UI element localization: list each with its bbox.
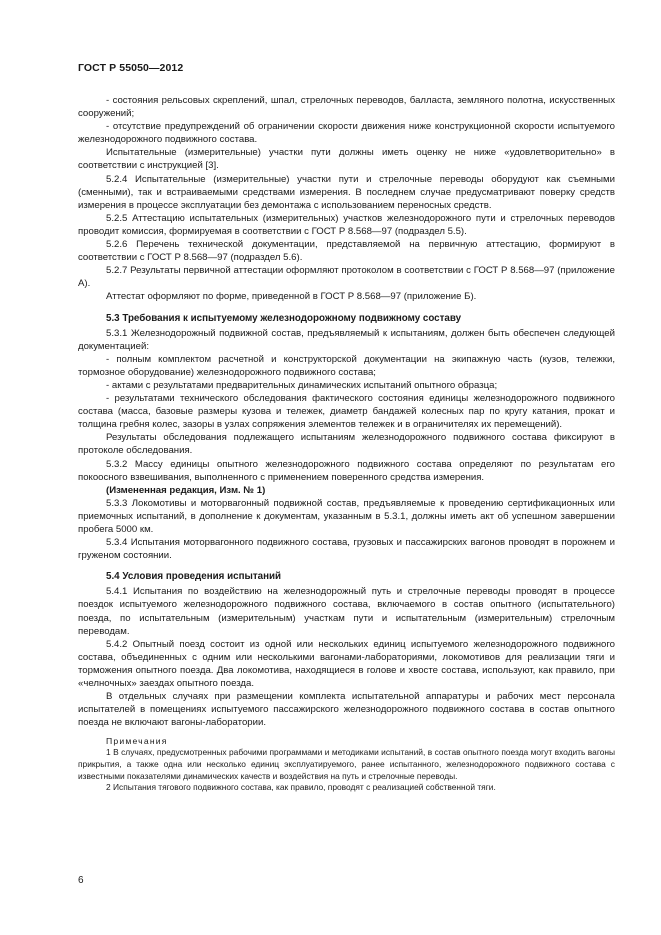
paragraph: - актами с результатами предварительных динамических испытаний опытного образца; bbox=[106, 379, 498, 391]
paragraph: 5.2.4 Испытательные (измерительные) участки пути и стрелочные переводы оборудуют как съемными (сменными), так и встраиваемыми средствами измерения. В последнем случае предусматривают поверку средств измерения в процессе эксплуатации без демонтажа с использованием переносных средств. bbox=[78, 173, 615, 211]
notes-heading: Примечания bbox=[106, 736, 168, 747]
note-item: 2 Испытания тягового подвижного состава, как правило, проводят с реализацией собственной тяги. bbox=[106, 782, 496, 793]
paragraph: 5.3.2 Массу единицы опытного железнодорожного подвижного состава определяют по результатам его покоосного взвешивания, выполненного с применением поверенного средства измерения. bbox=[78, 458, 615, 483]
paragraph: - отсутствие предупреждений об ограничении скорости движения ниже конструкционной скорости испытуемого железнодорожного подвижного состава. bbox=[78, 121, 615, 146]
paragraph: - полным комплектом расчетной и конструкторской документации на экипажную часть (кузов, тележки, тормозное оборудование) железнодорожного подвижного состава; bbox=[78, 353, 615, 378]
paragraph: 5.3.3 Локомотивы и моторвагонный подвижной состав, предъявляемые к проведению сертификационных или приемочных испытаний, в дополнение к документам, указанным в 5.3.1, должны иметь акт об успешном завершении пробега 5000 км. bbox=[78, 497, 615, 535]
section-heading-5-3: 5.3 Требования к испытуемому железнодорожному подвижному составу bbox=[106, 312, 462, 324]
paragraph: - результатами технического обследования фактического состояния единицы железнодорожного подвижного состава (масса, базовые размеры кузова и тележек, диаметр бандажей колесных пар по кругу катания, прокат и толщина гребня колес, зазоры в узлах сопряжения элементов тележек и в ограничителях их перемещений). bbox=[78, 393, 615, 431]
page-content bbox=[78, 94, 615, 794]
paragraph: 5.4.2 Опытный поезд состоит из одной или нескольких единиц испытуемого железнодорожного подвижного состава, объединенных с одним или несколькими вагонами-лабораториями, локомотивов для реализации тяги и торможения опытного поезда. Два локомотива, находящиеся в голове и хвосте состава, используют, как правило, при «челночных» заездах опытного поезда. bbox=[78, 638, 615, 690]
section-heading-5-4: 5.4 Условия проведения испытаний bbox=[106, 571, 282, 583]
paragraph: Аттестат оформляют по форме, приведенной в ГОСТ Р 8.568—97 (приложение Б). bbox=[106, 291, 477, 303]
amendment-note: (Измененная редакция, Изм. № 1) bbox=[106, 484, 266, 496]
note-item: 1 В случаях, предусмотренных рабочими программами и методиками испытаний, в состав опытного поезда могут входить вагоны прикрытия, а также одна или несколько единиц эксплуатируемого, ранее испытанного, железнодорожного подвижного состава с известными показателями динамических качеств и воздействия на путь и стрелочные переводы. bbox=[78, 747, 615, 781]
document-header: ГОСТ Р 55050—2012 bbox=[78, 62, 184, 74]
paragraph: 5.3.4 Испытания моторвагонного подвижного состава, грузовых и пассажирских вагонов проводят в порожнем и груженом состоянии. bbox=[78, 537, 615, 562]
paragraph: 5.4.1 Испытания по воздействию на железнодорожный путь и стрелочные переводы проводят в процессе поездок испытуемого железнодорожного подвижного состава, включаемого в состав опытного (испытательного) поезда, по испытательным (измерительным) участкам пути и испытательным (измерительным) стрелочным переводам. bbox=[78, 586, 615, 637]
paragraph: Результаты обследования подлежащего испытаниям железнодорожного подвижного состава фиксируют в протоколе обследования. bbox=[78, 432, 615, 457]
paragraph: 5.2.6 Перечень технической документации, представляемой на первичную аттестацию, формируют в соответствии с ГОСТ Р 8.568—97 (подраздел 5.6). bbox=[78, 239, 615, 264]
paragraph: 5.2.5 Аттестацию испытательных (измерительных) участков железнодорожного пути и стрелочных переводов проводит комиссия, формируемая в соответствии с ГОСТ Р 8.568—97 (подраздел 5.5). bbox=[78, 212, 615, 237]
paragraph: Испытательные (измерительные) участки пути должны иметь оценку не ниже «удовлетворительно» в соответствии с инструкцией [3]. bbox=[78, 147, 615, 172]
page-number: 6 bbox=[78, 875, 84, 886]
paragraph: 5.3.1 Железнодорожный подвижной состав, предъявляемый к испытаниям, должен быть обеспечен следующей документацией: bbox=[78, 327, 615, 352]
paragraph: 5.2.7 Результаты первичной аттестации оформляют протоколом в соответствии с ГОСТ Р 8.568—97 (приложение А). bbox=[78, 265, 615, 290]
paragraph: В отдельных случаях при размещении комплекта испытательной аппаратуры и рабочих мест персонала испытателей в помещениях испытуемого пассажирского железнодорожного подвижного состава в состав опытного поезда не включают вагоны-лаборатории. bbox=[78, 691, 615, 729]
paragraph: - состояния рельсовых скреплений, шпал, стрелочных переводов, балласта, земляного полотна, искусственных сооружений; bbox=[78, 95, 615, 120]
